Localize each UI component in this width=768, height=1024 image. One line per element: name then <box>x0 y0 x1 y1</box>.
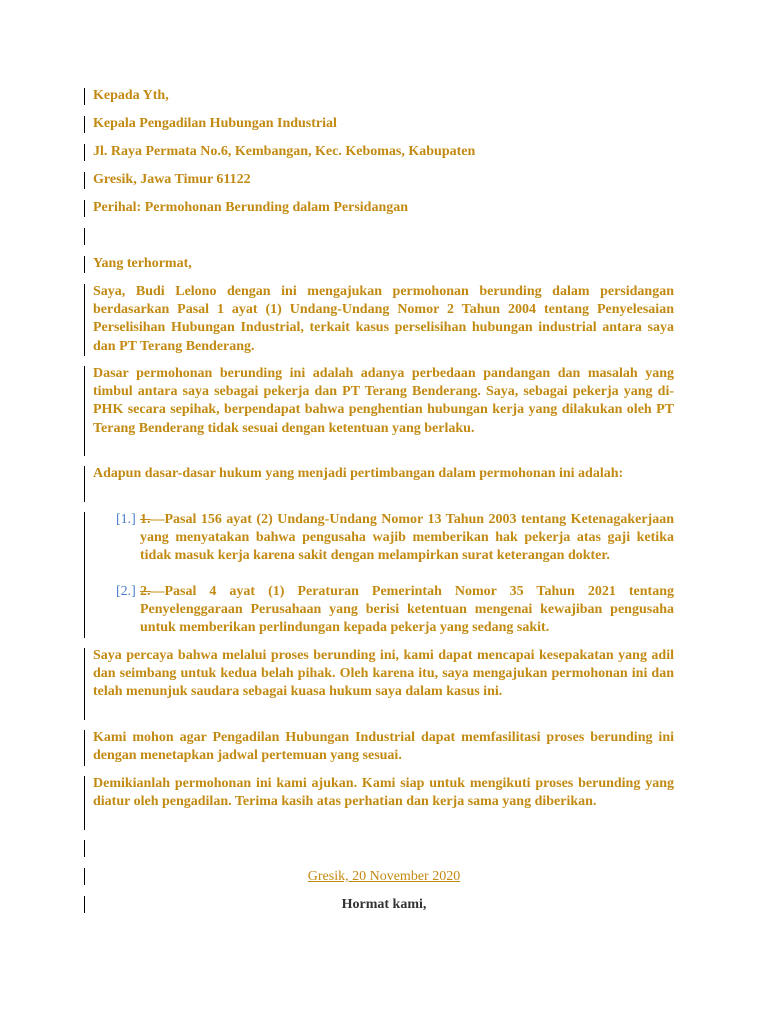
paragraph-6[interactable]: Demikianlah permohonan ini kami ajukan. Kami siap untuk mengikuti proses berunding yang diatur oleh pengadilan. Terima kasih atas perhatian dan kerja sama yang diberikan. <box>93 776 674 810</box>
change-bar <box>84 648 85 720</box>
list-marker-1: [1.] <box>116 512 136 527</box>
date-text: Gresik, 20 November 2020 <box>307 869 461 884</box>
change-bar <box>84 172 85 189</box>
change-bar <box>84 116 85 133</box>
deleted-number: 2. <box>140 584 151 599</box>
recipient-line[interactable]: Kepala Pengadilan Hubungan Industrial <box>93 116 337 131</box>
paragraph-5[interactable]: Kami mohon agar Pengadilan Hubungan Industrial dapat memfasilitasi proses berunding ini dengan menetapkan jadwal pertemuan yang sesuai. <box>93 730 674 764</box>
list-marker-2: [2.] <box>116 584 136 599</box>
date-line[interactable] <box>0 868 768 886</box>
change-bar <box>84 88 85 105</box>
greeting[interactable]: Yang terhormat, <box>93 256 192 271</box>
change-bar <box>84 366 85 456</box>
paragraph-4[interactable]: Saya percaya bahwa melalui proses berunding ini, kami dapat mencapai kesepakatan yang adil dan seimbang untuk kedua belah pihak. Oleh karena itu, saya mengajukan permohonan ini dan telah menunjuk saudara sebagai kuasa hukum saya dalam kasus ini. <box>93 648 674 700</box>
closing-line[interactable]: Hormat kami, <box>341 897 427 912</box>
change-bar <box>84 776 85 830</box>
change-bar <box>84 200 85 217</box>
change-bar <box>84 512 85 638</box>
change-bar <box>84 228 85 245</box>
paragraph-3[interactable]: Adapun dasar-dasar hukum yang menjadi pertimbangan dalam permohonan ini adalah: <box>93 466 624 481</box>
change-bar <box>84 284 85 356</box>
dash: — <box>150 584 165 599</box>
change-bar <box>84 144 85 161</box>
list-item-text: Pasal 156 ayat (2) Undang-Undang Nomor 13 Tahun 2003 tentang Ketenagakerjaan yang menyatakan bahwa pengusaha wajib memberikan hak pekerja atas gaji ketika tidak masuk kerja karena sakit dengan melampirkan surat keterangan dokter. <box>140 512 674 564</box>
address-line-2[interactable]: Gresik, Jawa Timur 61122 <box>93 172 251 187</box>
address-line-1[interactable]: Jl. Raya Permata No.6, Kembangan, Kec. Kebomas, Kabupaten <box>93 144 476 159</box>
list-item-text: Pasal 4 ayat (1) Peraturan Pemerintah Nomor 35 Tahun 2021 tentang Penyelenggaraan Perusahaan yang berisi ketentuan mengenai kewajiban pengusaha untuk memberikan perlindungan kepada pekerja yang sedang sakit. <box>140 584 674 636</box>
change-bar <box>84 730 85 766</box>
paragraph-2[interactable]: Dasar permohonan berunding ini adalah adanya perbedaan pandangan dan masalah yang timbul antara saya sebagai pekerja dan PT Terang Benderang. Saya, sebagai pekerja yang di-PHK secara sepihak, berpendapat bahwa penghentian hubungan kerja yang dilakukan oleh PT Terang Benderang tidak sesuai dengan ketentuan yang berlaku. <box>93 366 674 436</box>
list-item[interactable] <box>140 511 674 566</box>
deleted-number: 1. <box>140 512 151 527</box>
change-bar <box>84 466 85 502</box>
change-bar <box>84 256 85 273</box>
salutation-to[interactable]: Kepada Yth, <box>93 88 169 103</box>
dash: — <box>150 512 165 527</box>
paragraph-1[interactable]: Saya, Budi Lelono dengan ini mengajukan permohonan berunding dalam persidangan berdasarkan Pasal 1 ayat (1) Undang-Undang Nomor 2 Tahun 2004 tentang Penyelesaian Perselisihan Hubungan Industrial, terkait kasus perselisihan hubungan industrial antara saya dan PT Terang Benderang. <box>93 284 674 354</box>
subject-line[interactable]: Perihal: Permohonan Berunding dalam Persidangan <box>93 200 409 215</box>
change-bar <box>84 840 85 857</box>
list-item[interactable] <box>140 583 674 638</box>
